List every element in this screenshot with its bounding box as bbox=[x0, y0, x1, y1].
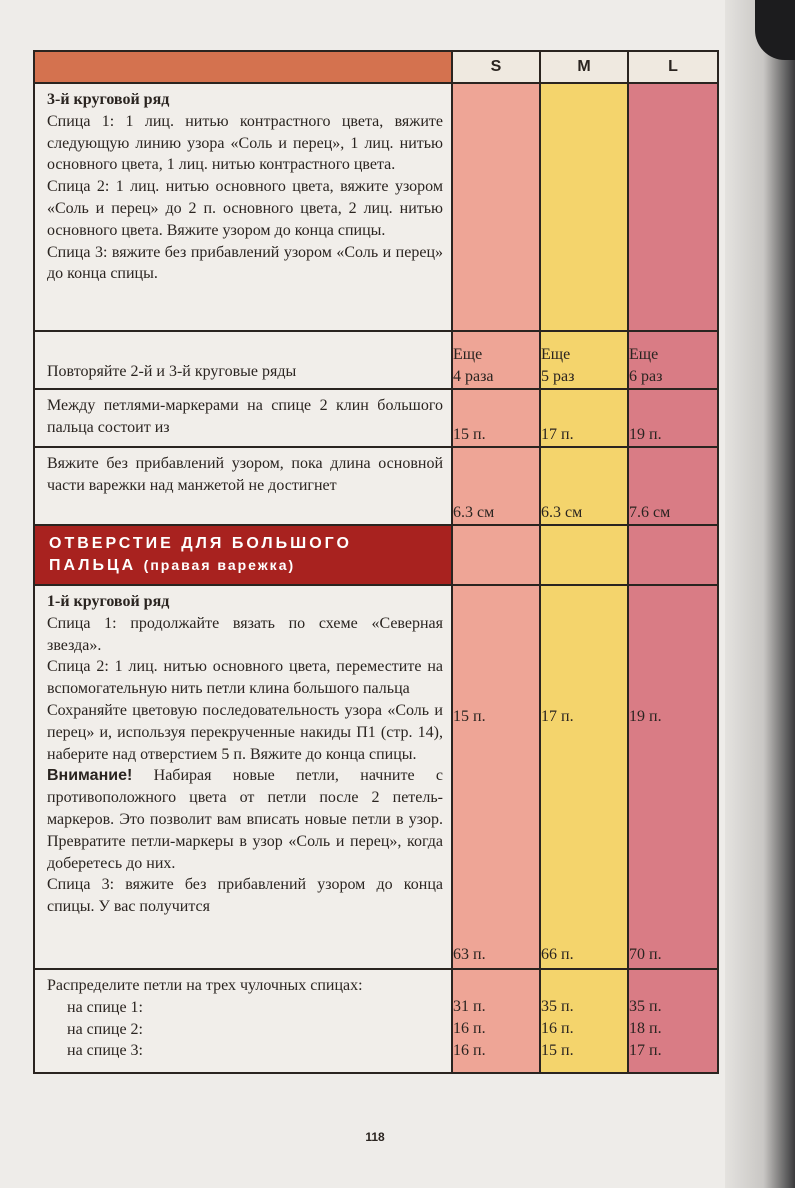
round-1-l: 19 п. 70 п. bbox=[628, 585, 718, 969]
round-1-p1: Спица 1: продолжайте вязать по схеме «Северная звезда». bbox=[47, 614, 443, 654]
round-1-s: 15 п. 63 п. bbox=[452, 585, 540, 969]
length-s: 6.3 см bbox=[452, 447, 540, 525]
distribute-l: 35 п. 18 п. 17 п. bbox=[628, 969, 718, 1073]
section-l bbox=[628, 525, 718, 585]
size-header-row bbox=[34, 51, 718, 83]
round-3-needle-2: Спица 2: 1 лиц. нитью основного цвета, вяжите узором «Соль и перец» до 2 п. основного цвета, 2 лиц. нитью основного цвета. Вяжите узором до конца спицы. bbox=[47, 178, 443, 239]
gusset-row bbox=[34, 389, 718, 447]
section-subtitle: (правая варежка) bbox=[143, 557, 296, 573]
round-1-title: 1-й круговой ряд bbox=[47, 593, 170, 610]
gusset-m: 17 п. bbox=[540, 389, 628, 447]
size-s-header: S bbox=[452, 51, 540, 83]
round-3-row bbox=[34, 83, 718, 331]
header-bar bbox=[34, 51, 452, 83]
round-1-p5: Спица 3: вяжите без прибавлений узором до конца спицы. У вас получится bbox=[47, 876, 443, 916]
round-3-text bbox=[34, 83, 452, 331]
round-1-text bbox=[34, 585, 452, 969]
round-1-row bbox=[34, 585, 718, 969]
round-3-title: 3-й круговой ряд bbox=[47, 91, 170, 108]
round-3-s bbox=[452, 83, 540, 331]
gusset-l: 19 п. bbox=[628, 389, 718, 447]
distribute-m: 35 п. 16 п. 15 п. bbox=[540, 969, 628, 1073]
section-m bbox=[540, 525, 628, 585]
page-number: 118 bbox=[365, 1130, 385, 1144]
needle-1-label: на спице 1: bbox=[67, 998, 143, 1016]
distribute-s: 31 п. 16 п. 16 п. bbox=[452, 969, 540, 1073]
repeat-row bbox=[34, 331, 718, 389]
length-row bbox=[34, 447, 718, 525]
gusset-text: Между петлями-маркерами на спице 2 клин большого пальца состоит из bbox=[34, 389, 452, 447]
repeat-text: Повторяйте 2-й и 3-й круговые ряды bbox=[34, 331, 452, 389]
size-l-header: L bbox=[628, 51, 718, 83]
round-1-p3: Сохраняйте цветовую последовательность узора «Соль и перец» и, используя перекрученные накиды П1 (стр. 14), наберите над отверстием 5 п. Вяжите до конца спицы. bbox=[47, 701, 443, 763]
length-m: 6.3 см bbox=[540, 447, 628, 525]
repeat-l: Еще 6 раз bbox=[628, 331, 718, 389]
distribute-intro: Распределите петли на трех чулочных спицах: bbox=[47, 977, 363, 994]
round-1-warning: Внимание! Набирая новые петли, начните с противоположного цвета от петли после 2 петель-маркеров. Это позволит вам вписать новые петли в узор. Превратите петли-маркеры в узор «Соль и перец», когда доберетесь до них. bbox=[47, 767, 443, 872]
section-s bbox=[452, 525, 540, 585]
repeat-s: Еще 4 раза bbox=[452, 331, 540, 389]
size-m-header: M bbox=[540, 51, 628, 83]
section-title: ОТВЕРСТИЕ ДЛЯ БОЛЬШОГО ПАЛЬЦА (правая варежка) bbox=[34, 525, 452, 585]
gusset-s: 15 п. bbox=[452, 389, 540, 447]
warning-label: Внимание! bbox=[47, 767, 133, 785]
round-3-m bbox=[540, 83, 628, 331]
needle-2-label: на спице 2: bbox=[67, 1020, 143, 1038]
section-header-row bbox=[34, 525, 718, 585]
pattern-table bbox=[33, 50, 719, 1074]
length-l: 7.6 см bbox=[628, 447, 718, 525]
repeat-m: Еще 5 раз bbox=[540, 331, 628, 389]
page-edge-shadow bbox=[725, 0, 795, 1188]
round-3-l bbox=[628, 83, 718, 331]
round-3-needle-1: Спица 1: 1 лиц. нитью контрастного цвета, вяжите следующую линию узора «Соль и перец», 1 лиц. нитью основного цвета, 1 лиц. нитью контрастного цвета. bbox=[47, 112, 443, 174]
round-1-p2: Спица 2: 1 лиц. нитью основного цвета, переместите на вспомогательную нить петли клина большого пальца bbox=[47, 658, 443, 698]
round-1-m: 17 п. 66 п. bbox=[540, 585, 628, 969]
distribute-text bbox=[34, 969, 452, 1073]
round-3-needle-3: Спица 3: вяжите без прибавлений узором «Соль и перец» до конца спицы. bbox=[47, 243, 443, 283]
distribute-row bbox=[34, 969, 718, 1073]
needle-3-label: на спице 3: bbox=[67, 1042, 143, 1060]
length-text: Вяжите без прибавлений узором, пока длина основной части варежки над манжетой не достигнет bbox=[34, 447, 452, 525]
